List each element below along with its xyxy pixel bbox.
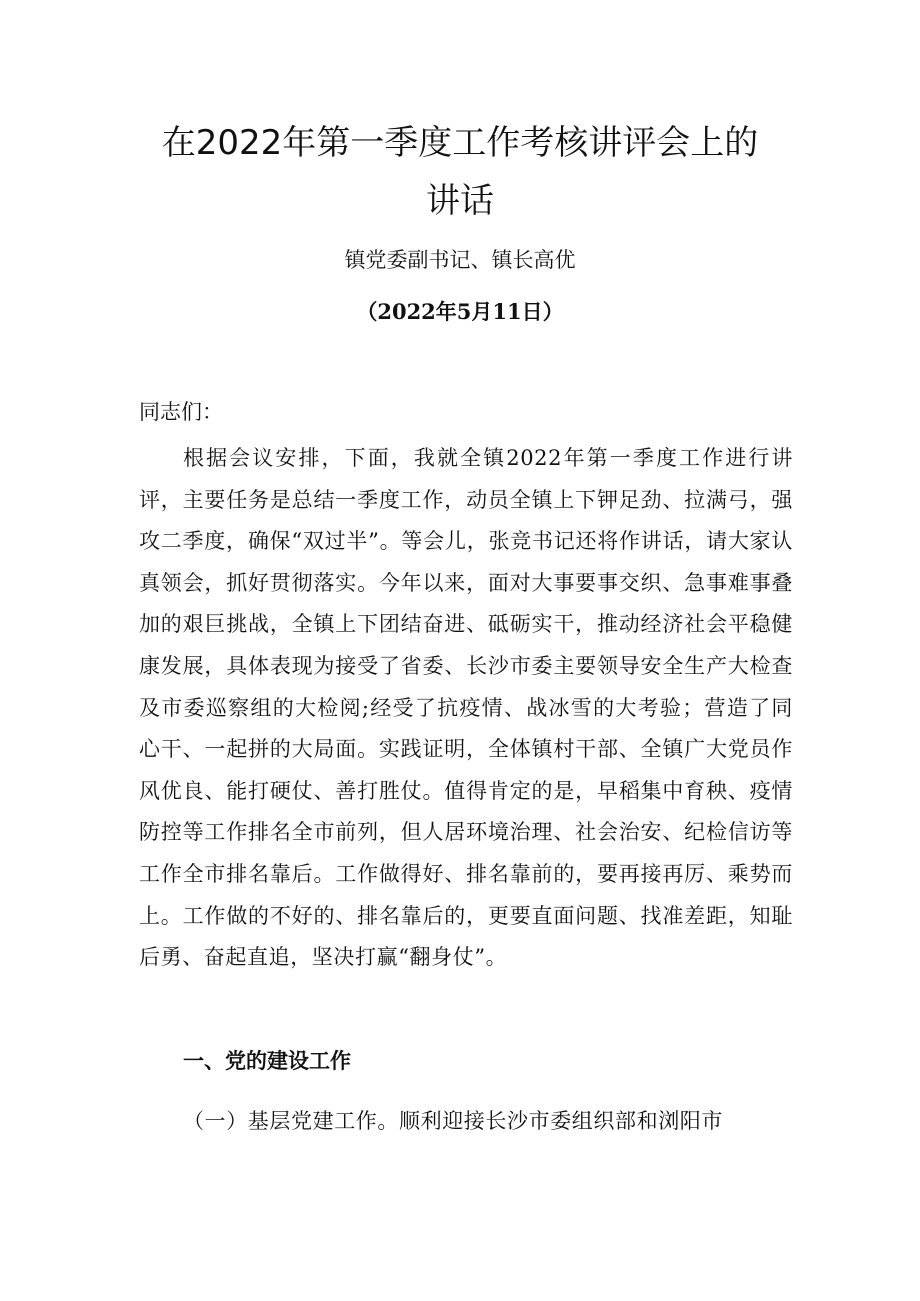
document-title-line1: 在2022年第一季度工作考核讲评会上的 xyxy=(161,123,759,163)
section-paragraph: （一）基层党建工作。顺利迎接长沙市委组织部和浏阳市 xyxy=(183,1109,723,1133)
section-heading: 一、党的建设工作 xyxy=(183,1049,351,1073)
document-date: （2022年5月11日） xyxy=(356,299,564,324)
body-paragraph: 根据会议安排，下面，我就全镇2022年第一季度工作进行讲评，主要任务是总结一季度工作，动员全镇上下钾足劲、拉满弓，强攻二季度，确保“双过半”。等会儿，张竞书记还将作讲话，请大家认真领会，抓好贯彻落实。今年以来，面对大事要事交织、急事难事叠加的艰巨挑战，全镇上下团结奋进、砥砺实干，推动经济社会平稳健康发展，具体表现为接受了省委、长沙市委主要领导安全生产大检查及市委巡察组的大检阅;经受了抗疫情、战冰雪的大考验；营造了同心干、一起拼的大局面。实践证明，全体镇村干部、全镇广大党员作风优良、能打硬仗、善打胜仗。值得肯定的是，早稻集中育秧、疫情防控等工作排名全市前列，但人居环境治理、社会治安、纪检信访等工作全市排名靠后。工作做得好、排名靠前的，要再接再厉、乘势而上。工作做的不好的、排名靠后的，更要直面问题、找准差距，知耻后勇、奋起直追，坚决打赢“翻身仗”。 xyxy=(139,446,793,970)
document-title-line2: 讲话 xyxy=(426,181,494,221)
salutation: 同志们： xyxy=(139,400,223,424)
document-author: 镇党委副书记、镇长高优 xyxy=(344,248,576,272)
